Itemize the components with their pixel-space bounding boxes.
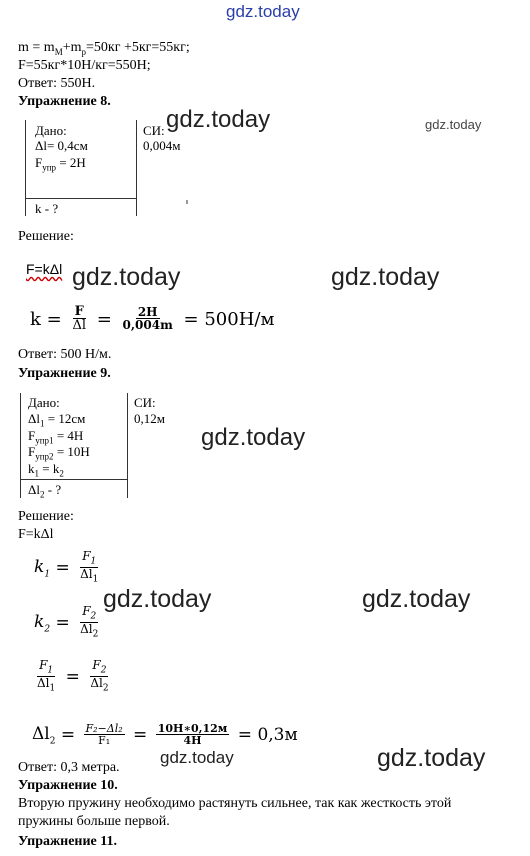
- ex8-si-1: 0,004м: [143, 138, 181, 153]
- watermark-sol9-left: gdz.today: [103, 585, 212, 613]
- ex9-given-2: $F_{упр1} = 4Н$: [28, 428, 84, 446]
- prev-mass-line: $m = m_М+m_р=50кг +5кг=55кг$;: [18, 40, 190, 57]
- ex9-k2-formula: $k_2$ = $\frac{F_2}{\Delta l_2}$: [34, 604, 99, 640]
- ex8-given-1: Δl= 0,4см: [35, 138, 88, 153]
- ex8-si-title: СИ:: [143, 123, 165, 138]
- ex9-ratio-formula: $\frac{F_1}{\Delta l_1}$ = $\frac{F_2}{\Delta l_2}$: [37, 658, 109, 694]
- ex8-table-hline: [25, 198, 136, 199]
- ex10-heading: Упражнение 10.: [18, 778, 118, 793]
- ex9-formula: F=kΔl: [18, 527, 54, 542]
- ex8-table-dot: [186, 200, 188, 204]
- watermark-ex8-main: gdz.today: [166, 106, 271, 133]
- prev-force-line: F=55кг*10Н/кг=550Н;: [18, 58, 151, 73]
- ex9-table-vline-left: [20, 393, 21, 498]
- prev-answer: Ответ: 550Н.: [18, 76, 96, 91]
- ex8-table-vline-left: [25, 120, 26, 216]
- ex8-solution-label: Решение:: [18, 229, 74, 244]
- watermark-bottom-right: gdz.today: [377, 744, 486, 772]
- ex9-k1-formula: $k_1$ = $\frac{F_1}{\Delta l_1}$: [34, 549, 99, 585]
- ex8-given-2: $F_{упр} = 2Н$: [35, 155, 86, 173]
- ex8-heading: Упражнение 8.: [18, 94, 111, 109]
- ex10-text-2: пружины больше первой.: [18, 814, 170, 829]
- ex9-si-1: 0,12м: [134, 411, 165, 426]
- ex8-find: k - ?: [35, 201, 59, 216]
- ex9-solution-label: Решение:: [18, 509, 74, 524]
- ex8-k-formula: k = $\frac{F}{\Delta l}$ = $\frac{2Н}{0,004m}$ = 500Н/м: [30, 303, 275, 334]
- ex8-given-title: Дано:: [35, 123, 67, 138]
- ex9-table-vline: [127, 393, 128, 498]
- ex8-formula-image: F=kΔl: [26, 261, 63, 277]
- watermark-sol8-left: gdz.today: [72, 263, 181, 291]
- ex9-given-title: Дано:: [28, 395, 60, 410]
- watermark-sol9-right: gdz.today: [362, 585, 471, 613]
- ex9-answer: Ответ: 0,3 метра.: [18, 760, 120, 775]
- ex9-given-4: $k_1 = k_2$: [28, 461, 64, 479]
- ex9-given-3: $F_{упр2} = 10Н$: [28, 444, 90, 462]
- ex9-heading: Упражнение 9.: [18, 366, 111, 381]
- ex9-given-1: $\Delta l_1 = 12см$: [28, 411, 86, 429]
- ex11-heading: Упражнение 11.: [18, 834, 117, 849]
- watermark-top: gdz.today: [226, 2, 300, 21]
- ex9-si-title: СИ:: [134, 395, 156, 410]
- ex9-table-hline: [20, 479, 127, 480]
- ex10-text-1: Вторую пружину необходимо растянуть сильнее, так как жесткость этой: [18, 796, 452, 811]
- ex8-answer: Ответ: 500 Н/м.: [18, 347, 112, 362]
- ex9-find: $\Delta l_2$ - ?: [28, 482, 62, 500]
- watermark-ex9-main: gdz.today: [201, 424, 306, 451]
- ex9-dl2-formula: $\Delta l_2$ = $\frac{\text{F₂−Δl₂}}{\text{F₁}}$ = $\frac{10H∗0,12м}{4H}$ = 0,3м: [32, 721, 298, 748]
- watermark-sol8-right: gdz.today: [331, 263, 440, 291]
- watermark-bottom-small: gdz.today: [160, 748, 234, 767]
- watermark-ex8-small: gdz.today: [425, 117, 482, 132]
- ex8-table-vline: [136, 120, 137, 216]
